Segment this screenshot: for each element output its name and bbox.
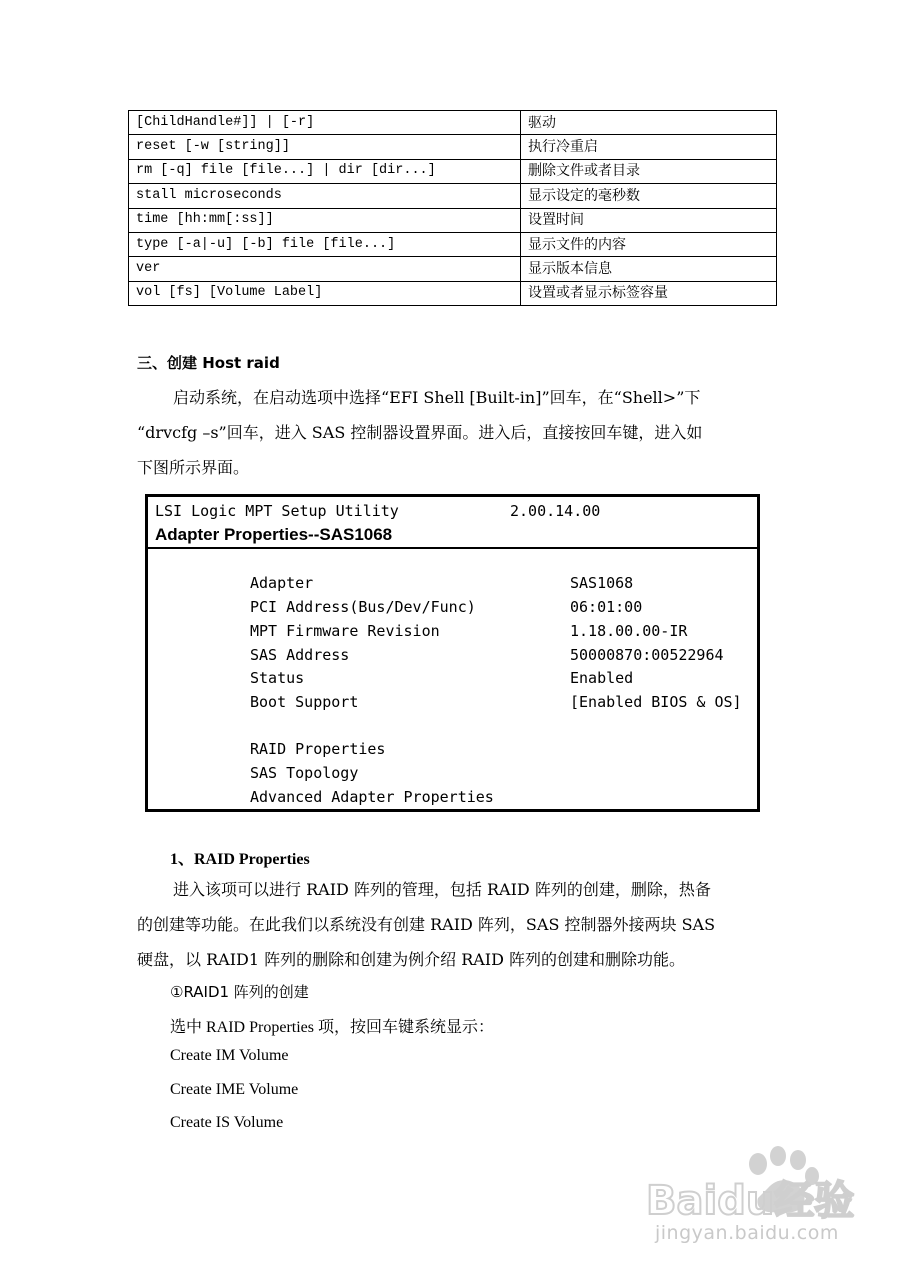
paragraph-line: 的创建等功能。在此我们以系统没有创建 RAID 阵列，SAS 控制器外接两块 SAS (137, 915, 716, 934)
property-row (250, 622, 750, 646)
command-cell: vol [fs] [Volume Label] (129, 281, 521, 305)
command-cell: reset [-w [string]] (129, 135, 521, 159)
property-label: Boot Support (250, 693, 359, 711)
svg-text:Baidu经验: Baidu经验 (646, 1178, 855, 1224)
table-row (129, 232, 777, 256)
property-label: Status (250, 669, 305, 687)
property-value: 06:01:00 (570, 598, 643, 616)
instruction-line: 选中 RAID Properties 项，按回车键系统显示： (170, 1019, 494, 1036)
command-cell: rm [-q] file [file...] | dir [dir...] (129, 159, 521, 183)
baidu-watermark-logo (640, 1140, 880, 1270)
description-cell: 显示设定的毫秒数 (521, 184, 777, 208)
bios-header (148, 497, 757, 549)
utility-version: 2.00.14.00 (510, 502, 601, 520)
command-cell: ver (129, 257, 521, 281)
brand-wordmark (646, 1178, 854, 1224)
option-create-is: Create IS Volume (170, 1114, 284, 1131)
boot-support-value[interactable]: [Enabled BIOS & OS] (570, 693, 742, 711)
section-heading: 三、创建 Host raid (137, 354, 280, 372)
raid-paragraph (137, 872, 777, 977)
description-cell: 执行冷重启 (521, 135, 777, 159)
option-create-ime: Create IME Volume (170, 1081, 299, 1098)
command-cell: stall microseconds (129, 184, 521, 208)
description-cell: 设置时间 (521, 208, 777, 232)
table-row (129, 159, 777, 183)
table-row (129, 208, 777, 232)
description-cell: 删除文件或者目录 (521, 159, 777, 183)
intro-paragraph (137, 380, 777, 485)
property-label: SAS Address (250, 646, 350, 664)
description-cell: 显示版本信息 (521, 257, 777, 281)
description-cell: 显示文件的内容 (521, 232, 777, 256)
utility-title: LSI Logic MPT Setup Utility (155, 502, 399, 520)
paragraph-line: 启动系统，在启动选项中选择“EFI Shell [Built-in]”回车，在“Shell>”下 (173, 388, 701, 407)
menu-item-sas-topology[interactable]: SAS Topology (250, 764, 359, 782)
property-value: 50000870:00522964 (570, 646, 724, 664)
subsection-heading: 1、RAID Properties (170, 851, 310, 868)
description-cell: 驱动 (521, 111, 777, 135)
option-create-im: Create IM Volume (170, 1047, 289, 1064)
property-row (250, 669, 750, 693)
table-row (129, 184, 777, 208)
property-row (250, 598, 750, 622)
command-table (128, 110, 777, 306)
property-row (250, 646, 750, 670)
command-cell: time [hh:mm[:ss]] (129, 208, 521, 232)
paragraph-line: 硬盘，以 RAID1 阵列的删除和创建为例介绍 RAID 阵列的创建和删除功能。 (137, 950, 686, 969)
description-cell: 设置或者显示标签容量 (521, 281, 777, 305)
menu-item-advanced-adapter-properties[interactable]: Advanced Adapter Properties (250, 788, 494, 806)
property-row (250, 574, 750, 598)
property-row[interactable] (250, 693, 750, 717)
property-value: 1.18.00.00-IR (570, 622, 688, 640)
paragraph-line: 下图所示界面。 (137, 458, 250, 477)
table-row (129, 281, 777, 305)
property-label: PCI Address(Bus/Dev/Func) (250, 598, 476, 616)
watermark-site: jingyan.baidu.com (655, 1222, 839, 1244)
table-row (129, 111, 777, 135)
table-row (129, 257, 777, 281)
page-subtitle: Adapter Properties--SAS1068 (155, 525, 393, 544)
bios-screen (145, 494, 760, 812)
paragraph-line: 进入该项可以进行 RAID 阵列的管理，包括 RAID 阵列的创建，删除，热备 (173, 880, 711, 899)
property-value: SAS1068 (570, 574, 634, 592)
property-label: Adapter (250, 574, 314, 592)
property-value: Enabled (570, 669, 634, 687)
table-row (129, 135, 777, 159)
property-label: MPT Firmware Revision (250, 622, 440, 640)
step-label: ①RAID1 阵列的创建 (170, 983, 309, 1001)
command-cell: type [-a|-u] [-b] file [file...] (129, 232, 521, 256)
command-cell: [ChildHandle#]] | [-r] (129, 111, 521, 135)
paragraph-line: “drvcfg –s”回车，进入 SAS 控制器设置界面。进入后，直接按回车键，进入如 (137, 423, 703, 442)
menu-item-raid-properties[interactable]: RAID Properties (250, 740, 386, 758)
